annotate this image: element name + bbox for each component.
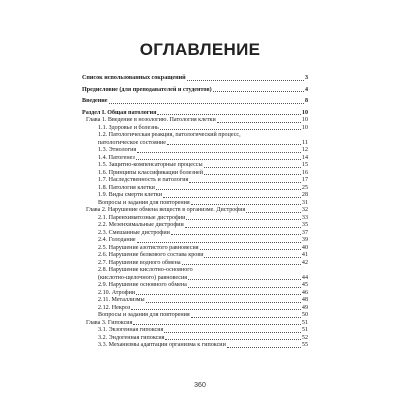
toc-entry [82,207,308,215]
dot-leader [131,309,301,310]
dot-leader [188,279,301,280]
toc-entry-label: 2.5. Нарушение азотистого равновесия [98,244,199,251]
toc-entry-label: Предисловие (для преподавателей и студентов) [82,86,212,93]
toc-entry [82,117,308,125]
dot-leader [217,122,301,123]
dot-leader [157,114,301,115]
dot-leader [156,189,301,190]
toc-entry-label: 1.3. Этиология [98,147,137,153]
toc-entry-label: 2.9. Нарушение основного обмена [98,282,187,288]
dot-leader [204,257,300,258]
toc-entry-label: 3.2. Эндогенная гипоксия [98,334,165,341]
toc-entry [82,282,308,290]
toc-entry [82,297,308,305]
toc-entry-label: Глава 2. Нарушение обмена веществ в организме. Дистрофия [86,207,246,213]
toc-entry-label: Глава 3. Гипоксия [86,319,133,326]
toc-entry-label: Вопросы и задания для повторения [98,312,190,318]
toc-entry-label: 1.6. Принципы классификации болезней [98,169,204,176]
toc-entry-page: 32 [301,207,308,213]
toc-entry-page: 37 [301,229,308,236]
page-title: ОГЛАВЛЕНИЕ [139,40,261,59]
toc-entry-label: 2.6. Нарушение белкового состава крови [98,252,204,258]
toc-entry-label: 1.5. Защитно-компенсаторные процессы [98,162,203,168]
dot-leader [185,227,301,228]
toc-entry-page: 17 [301,177,308,183]
toc-entry-page: 41 [301,252,308,258]
toc-entry-page: 31 [301,199,308,206]
toc-entry-page: 35 [301,222,308,228]
toc-entry-label: 2.12. Некроз [98,304,131,311]
toc-entry [82,147,308,155]
toc-entry-label: 1.9. Виды смерти клетки [98,192,162,198]
toc-entry-page: 48 [301,297,308,303]
toc-entry-page: 15 [301,162,308,168]
toc-entry-page: 55 [301,342,308,348]
toc-entry-page: 16 [301,169,308,176]
toc-entry [82,230,308,238]
toc-entry-label: 2.11. Металлизмы [98,297,145,303]
toc-entry [82,312,308,320]
dot-leader [133,324,301,325]
toc-entry-label: 2.2. Мезенхимальные дистрофии [98,222,184,228]
toc-entry-page: 49 [301,304,308,311]
dot-leader [146,302,301,303]
toc-entry [82,132,308,147]
dot-leader [186,219,300,220]
toc-entry-label: Раздел I. Общая патология [82,109,157,116]
dot-leader [182,264,301,265]
toc-entry [82,320,308,328]
toc-entry-page: 50 [301,312,308,318]
dot-leader [136,294,301,295]
toc-entry [82,327,308,335]
toc-entry [82,185,308,193]
toc-entry-page: 33 [301,214,308,221]
dot-leader [171,234,301,235]
toc-entry [82,305,308,313]
dot-leader [137,242,301,243]
toc-entry [82,192,308,200]
toc-entry-label: 3.3. Механизмы адаптации организма к гипоксии [98,342,226,348]
toc-entry [82,110,308,118]
toc-entry [82,87,308,95]
toc-entry-page: 4 [304,86,308,93]
toc-entry-page: 28 [301,192,308,198]
dot-leader [200,249,301,250]
toc-entry [82,237,308,245]
toc-entry-label: 1.4. Патогенез [98,154,135,161]
toc-entry [82,75,308,83]
toc-entry [82,177,308,185]
toc-entry [82,98,308,106]
toc-entry-label: 1.7. Наследственность и патология [98,177,189,183]
toc-entry [82,335,308,343]
toc-entry [82,342,308,350]
toc-entry-label: Глава 1. Введение в нозологию. Патология клетки [86,117,216,123]
toc-entry-label: 2.10. Атрофии [98,289,136,296]
dot-leader [227,347,301,348]
toc-entry-page: 14 [301,154,308,161]
dot-leader [164,332,301,333]
dot-leader [165,339,300,340]
dot-leader [204,174,301,175]
dot-leader [213,91,304,92]
toc-entry-page: 46 [301,289,308,296]
toc-entry-page: 8 [304,98,308,104]
table-of-contents [82,71,308,350]
toc-entry [82,170,308,178]
toc-entry [82,245,308,253]
toc-entry-label: 2.1. Паренхиматозные дистрофии [98,214,186,221]
toc-entry-page: 52 [301,334,308,341]
toc-entry [82,252,308,260]
toc-entry-label: 2.3. Смешанные дистрофии [98,229,170,236]
toc-entry-label: Введение [82,98,108,104]
toc-entry-label: 2.8. Нарушение кислотно-основного [98,267,193,273]
toc-entry [82,260,308,268]
toc-entry-label-continuation: (кислотно-щелочного) равновесия [98,274,188,281]
toc-entry-page: 39 [301,237,308,243]
toc-entry [82,290,308,298]
dot-leader [137,152,301,153]
toc-entry [82,267,308,282]
toc-entry-page: 10 [301,109,308,116]
toc-entry [82,162,308,170]
dot-leader [167,144,301,145]
dot-leader [160,129,301,130]
toc-entry-page: 44 [301,274,308,281]
toc-entry-label: 1.1. Здоровье и болезнь [98,124,159,131]
toc-entry-page: 10 [301,117,308,123]
toc-entry-page: 51 [301,319,308,326]
dot-leader [188,287,301,288]
dot-leader [246,212,301,213]
toc-entry-label: 1.2. Патологическая реакция, патологический процесс, [98,132,241,138]
toc-entry-label: 3.1. Экзогенная гипоксия [98,327,164,333]
toc-entry [82,125,308,133]
dot-leader [136,159,301,160]
dot-leader [109,103,304,104]
dot-leader [189,182,301,183]
page-number: 360 [194,382,206,389]
dot-leader [163,197,301,198]
toc-entry [82,155,308,163]
toc-entry-label: Вопросы и задания для повторения [98,199,190,206]
toc-entry [82,222,308,230]
toc-entry-label: Список использованных сокращений [82,75,186,81]
toc-entry-page: 42 [301,259,308,266]
dot-leader [204,167,301,168]
toc-entry-label: 2.4. Голодание [98,237,136,243]
dot-leader [191,317,301,318]
toc-entry-page: 45 [301,282,308,288]
toc-entry-page: 11 [302,139,308,146]
toc-entry [82,215,308,223]
toc-entry-page: 51 [301,327,308,333]
dot-leader [191,204,301,205]
toc-entry-page: 3 [304,75,308,81]
toc-entry-page: 40 [301,244,308,251]
toc-entry-page: 10 [301,124,308,131]
dot-leader [187,80,304,81]
toc-entry-label-continuation: патологическое состояние [98,139,166,146]
toc-entry-page: 12 [301,147,308,153]
toc-entry-label: 1.8. Патология клетки [98,184,155,191]
toc-entry-page: 25 [301,184,308,191]
toc-entry-label: 2.7. Нарушение водного обмена [98,259,181,266]
toc-entry [82,200,308,208]
